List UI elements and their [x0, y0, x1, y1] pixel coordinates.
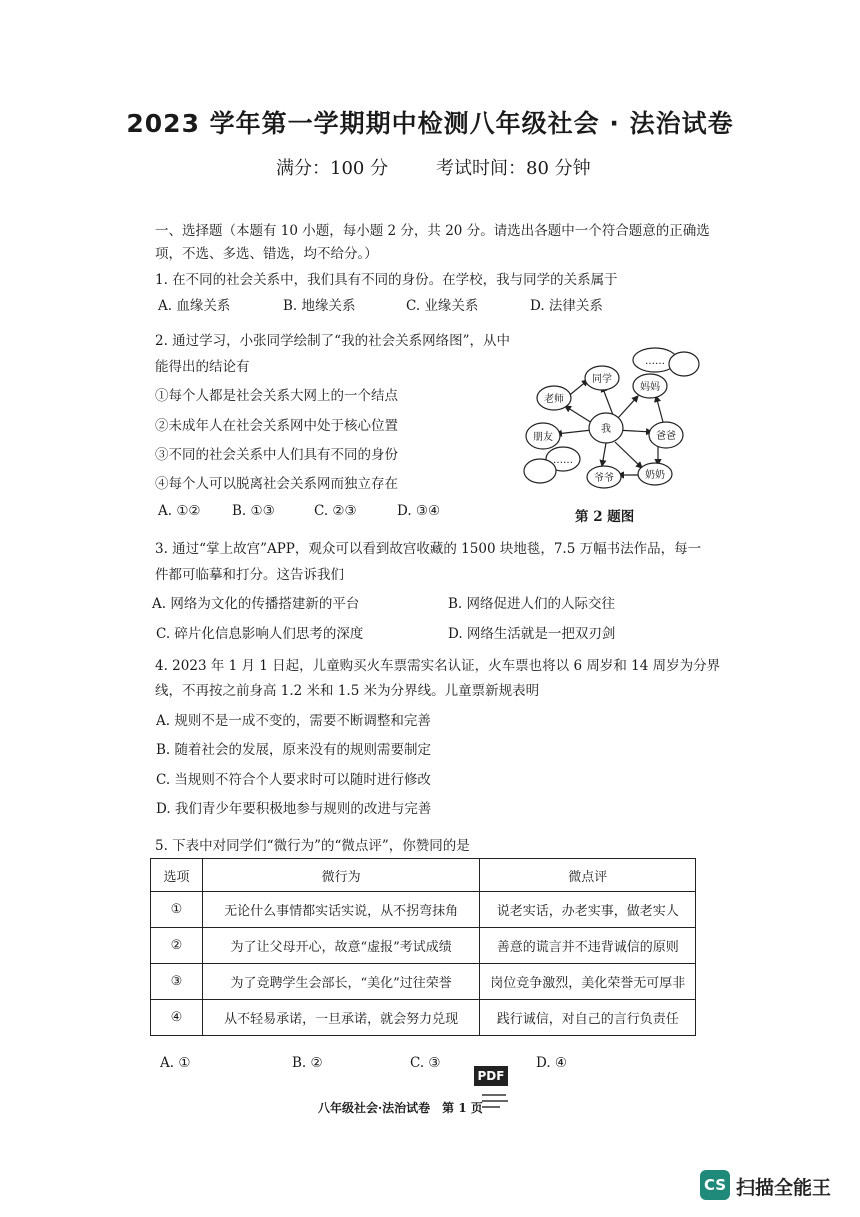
q2-statement-4: ④每个人可以脱离社会关系网而独立存在 [155, 476, 398, 492]
table-header-comment: 微点评 [480, 859, 696, 892]
q5-table [150, 858, 696, 1036]
node-dad: 爸爸 [656, 431, 676, 442]
node-me: 我 [601, 424, 611, 435]
q5-option-b: B. ② [292, 1055, 323, 1071]
node-ellipsis-2: …… [553, 455, 573, 466]
page-title: 2023 学年第一学期期中检测八年级社会 · 法治试卷 [126, 109, 734, 138]
table-row [151, 928, 696, 964]
node-grandpa: 爷爷 [594, 473, 614, 484]
row-label: ③ [151, 964, 203, 1000]
q5-stem: 5. 下表中对同学们“微行为”的“微点评”，你赞同的是 [155, 838, 470, 854]
q2-statement-3: ③不同的社会关系中人们具有不同的身份 [155, 447, 398, 463]
q2-stem-line2: 能得出的结论有 [155, 359, 250, 375]
table-row [151, 892, 696, 928]
row-label: ① [151, 892, 203, 928]
q2-figure-caption: 第 2 题图 [575, 509, 635, 525]
row-behavior: 为了让父母开心，故意“虚报”考试成绩 [202, 928, 479, 964]
q2-option-a: A. ①② [158, 503, 201, 519]
q5-option-c: C. ③ [410, 1055, 441, 1071]
social-network-diagram [518, 340, 703, 490]
q4-option-c: C. 当规则不符合个人要求时可以随时进行修改 [156, 772, 431, 788]
row-label: ② [151, 928, 203, 964]
node-friend: 朋友 [533, 432, 553, 443]
q2-stem-line1: 2. 通过学习，小张同学绘制了“我的社会关系网络图”，从中 [155, 333, 510, 349]
q1-option-a: A. 血缘关系 [158, 298, 231, 314]
q5-option-d: D. ④ [536, 1055, 568, 1071]
table-header-row [151, 859, 696, 892]
pdf-icon: PDF [474, 1066, 508, 1086]
row-behavior: 为了竞聘学生会部长，“美化”过往荣誉 [202, 964, 479, 1000]
q3-option-c: C. 碎片化信息影响人们思考的深度 [156, 626, 364, 642]
row-comment: 说老实话，办老实事，做老实人 [480, 892, 696, 928]
node-mom: 妈妈 [640, 382, 660, 393]
row-label: ④ [151, 1000, 203, 1036]
q4-option-b: B. 随着社会的发展，原来没有的规则需要制定 [156, 742, 432, 758]
row-comment: 践行诚信，对自己的言行负责任 [480, 1000, 696, 1036]
node-classmate: 同学 [592, 374, 612, 385]
full-score: 满分：100 分 [276, 158, 389, 179]
q3-option-b: B. 网络促进人们的人际交往 [448, 596, 616, 612]
q4-stem-line2: 线，不再按之前身高 1.2 米和 1.5 米为分界线。儿童票新规表明 [155, 683, 540, 699]
row-comment: 善意的谎言并不违背诚信的原则 [480, 928, 696, 964]
node-teacher: 老师 [544, 394, 564, 405]
q1-stem: 1. 在不同的社会关系中，我们具有不同的身份。在学校，我与同学的关系属于 [155, 272, 618, 288]
node-ellipsis-1: …… [645, 356, 665, 367]
q3-option-d: D. 网络生活就是一把双刃剑 [448, 626, 616, 642]
table-header-option: 选项 [151, 859, 203, 892]
document-lines-icon [478, 1090, 512, 1110]
camscanner-brand-name: 扫描全能王 [736, 1177, 832, 1199]
q4-option-a: A. 规则不是一成不变的，需要不断调整和完善 [156, 713, 431, 729]
q2-statement-2: ②未成年人在社会关系网中处于核心位置 [155, 418, 398, 434]
row-behavior: 从不轻易承诺，一旦承诺，就会努力兑现 [202, 1000, 479, 1036]
q3-stem-line1: 3. 通过“掌上故宫”APP，观众可以看到故宫收藏的 1500 块地毯，7.5 万幅书法作品，每一 [155, 541, 702, 557]
q1-option-b: B. 地缘关系 [283, 298, 356, 314]
q4-option-d: D. 我们青少年要积极地参与规则的改进与完善 [156, 801, 432, 817]
q1-option-d: D. 法律关系 [530, 298, 603, 314]
q1-option-c: C. 业缘关系 [406, 298, 479, 314]
node-grandma: 奶奶 [645, 470, 665, 481]
q2-option-c: C. ②③ [314, 503, 357, 519]
q2-option-b: B. ①③ [232, 503, 275, 519]
page-footer: 八年级社会·法治试卷 第 1 页 [318, 1101, 483, 1115]
row-behavior: 无论什么事情都实话实说，从不拐弯抹角 [202, 892, 479, 928]
section-intro-line2: 项，不选、多选、错选，均不给分。） [155, 246, 378, 262]
row-comment: 岗位竞争激烈，美化荣誉无可厚非 [480, 964, 696, 1000]
section-intro-line1: 一、选择题（本题有 10 小题，每小题 2 分，共 20 分。请选出各题中一个符合题意的正确选 [155, 223, 710, 239]
table-row [151, 1000, 696, 1036]
q3-stem-line2: 件都可临摹和打分。这告诉我们 [155, 567, 344, 583]
table-row [151, 964, 696, 1000]
q2-option-d: D. ③④ [397, 503, 441, 519]
q3-option-a: A. 网络为文化的传播搭建新的平台 [152, 596, 360, 612]
q4-stem-line1: 4. 2023 年 1 月 1 日起，儿童购买火车票需实名认证，火车票也将以 6 周岁和 14 周岁为分界 [155, 658, 721, 674]
exam-time: 考试时间：80 分钟 [436, 158, 591, 179]
table-header-behavior: 微行为 [202, 859, 479, 892]
q2-statement-1: ①每个人都是社会关系大网上的一个结点 [155, 388, 398, 404]
q5-option-a: A. ① [160, 1055, 191, 1071]
camscanner-logo-icon: CS [700, 1170, 730, 1200]
